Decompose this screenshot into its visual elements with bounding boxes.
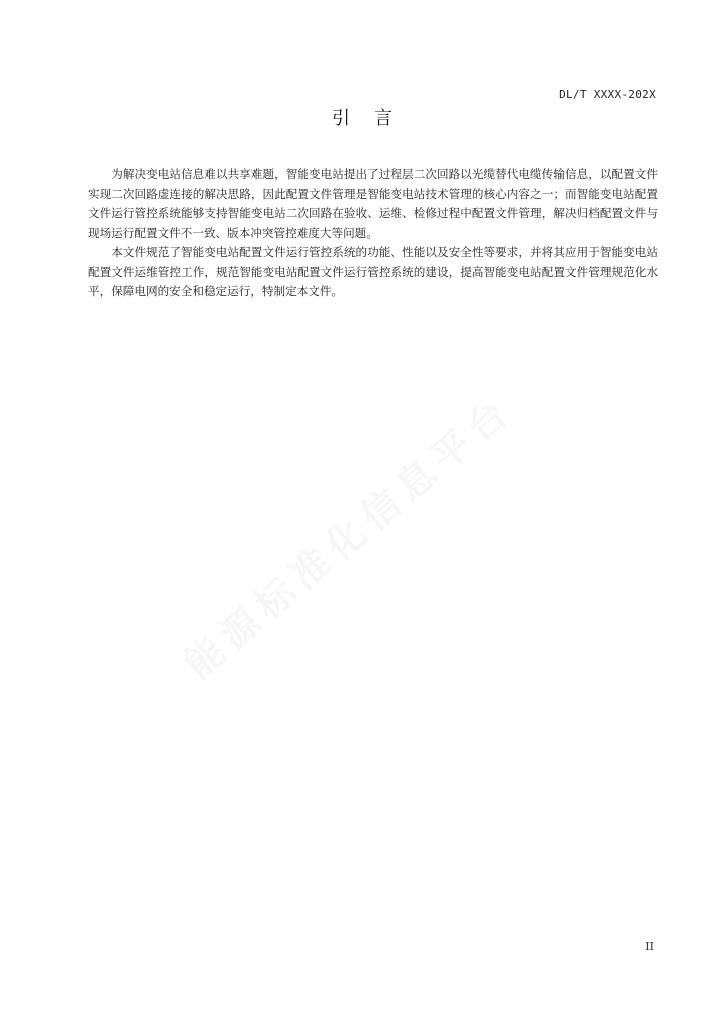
paragraph: 为解决变电站信息难以共享难题，智能变电站提出了过程层二次回路以光缆替代电缆传输信息，以配置文件实现二次回路虚连接的解决思路，因此配置文件管理是智能变电站技术管理的核心内容之一；而智能变电站配置文件运行管控系统能够支持智能变电站二次回路在验收、运维、检修过程中配置文件管理，解决归档配置文件与现场运行配置文件不一致、版本冲突管控难度大等问题。	[88, 167, 658, 240]
page-title: 引言	[332, 108, 416, 129]
page-number: II	[645, 940, 654, 953]
document-code: DL/T XXXX-202X	[559, 88, 656, 101]
body-text	[88, 165, 658, 302]
paragraph: 本文件规范了智能变电站配置文件运行管控系统的功能、性能以及安全性等要求，并将其应用于智能变电站配置文件运维管控工作，规范智能变电站配置文件运行管控系统的建设，提高智能变电站配置文件管理规范化水平，保障电网的安全和稳定运行，特制定本文件。	[88, 245, 658, 298]
watermark: 能源标准化信息平台	[176, 387, 522, 688]
